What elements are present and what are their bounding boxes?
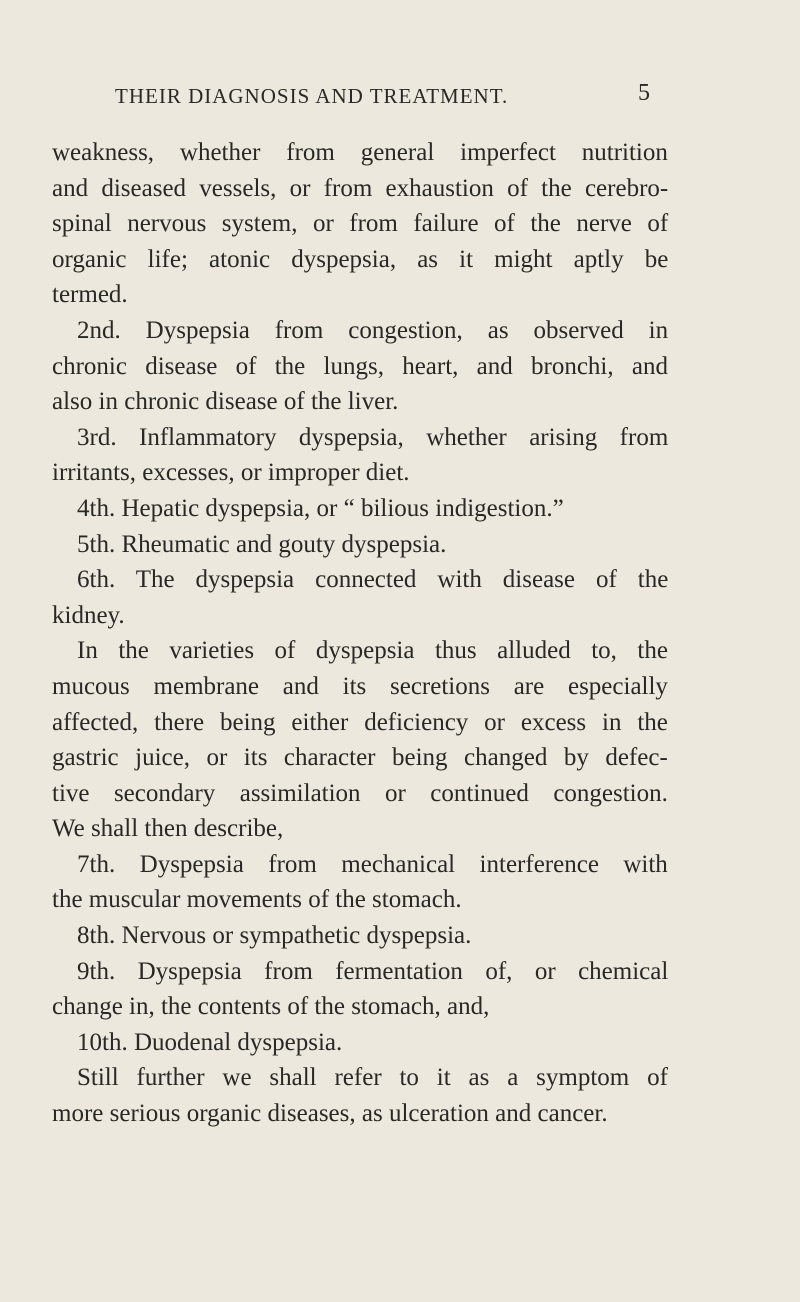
text-line: tive secondary assimilation or continued congestion. <box>52 779 668 807</box>
list-item-line: 6th. The dyspepsia connected with disease of the <box>77 566 669 594</box>
running-head: THEIR DIAGNOSIS AND TREATMENT. <box>115 84 509 108</box>
text-line: also in chronic disease of the liver. <box>52 388 399 416</box>
page-header <box>0 80 800 120</box>
paragraph-start-line: In the varieties of dyspepsia thus alluded to, the <box>77 637 668 665</box>
text-line: and diseased vessels, or from exhaustion of the cerebro- <box>52 174 669 202</box>
text-line: We shall then describe, <box>52 815 284 843</box>
list-item-line: 2nd. Dyspepsia from congestion, as observed in <box>77 316 669 344</box>
list-item-line: 5th. Rheumatic and gouty dyspepsia. <box>77 530 447 558</box>
page-number: 5 <box>638 80 650 106</box>
list-item-line: 7th. Dyspepsia from mechanical interference with <box>77 850 668 878</box>
text-line: organic life; atonic dyspepsia, as it might aptly be <box>52 245 669 273</box>
list-item-line: 3rd. Inflammatory dyspepsia, whether arising from <box>77 423 669 451</box>
text-line: the muscular movements of the stomach. <box>52 886 462 914</box>
text-line: termed. <box>52 281 128 309</box>
text-line: chronic disease of the lungs, heart, and bronchi, and <box>52 352 668 380</box>
text-line: more serious organic diseases, as ulceration and cancer. <box>52 1100 608 1128</box>
text-line: mucous membrane and its secretions are especially <box>52 672 668 700</box>
text-line: spinal nervous system, or from failure of the nerve of <box>52 210 669 238</box>
list-item-line: 8th. Nervous or sympathetic dyspepsia. <box>77 922 472 950</box>
list-item-line: 9th. Dyspepsia from fermentation of, or chemical <box>77 957 669 985</box>
text-line: gastric juice, or its character being changed by defec- <box>52 744 668 772</box>
text-line: irritants, excesses, or improper diet. <box>52 459 410 487</box>
list-item-line: 4th. Hepatic dyspepsia, or “ bilious indigestion.” <box>77 494 564 522</box>
list-item-line: 10th. Duodenal dyspepsia. <box>77 1028 343 1056</box>
paragraph-start-line: Still further we shall refer to it as a symptom of <box>77 1064 668 1092</box>
text-line: change in, the contents of the stomach, and, <box>52 993 490 1021</box>
text-line: kidney. <box>52 601 125 629</box>
text-line: weakness, whether from general imperfect nutrition <box>52 139 668 166</box>
body-text <box>52 135 668 1132</box>
text-line: affected, there being either deficiency or excess in the <box>52 708 668 736</box>
